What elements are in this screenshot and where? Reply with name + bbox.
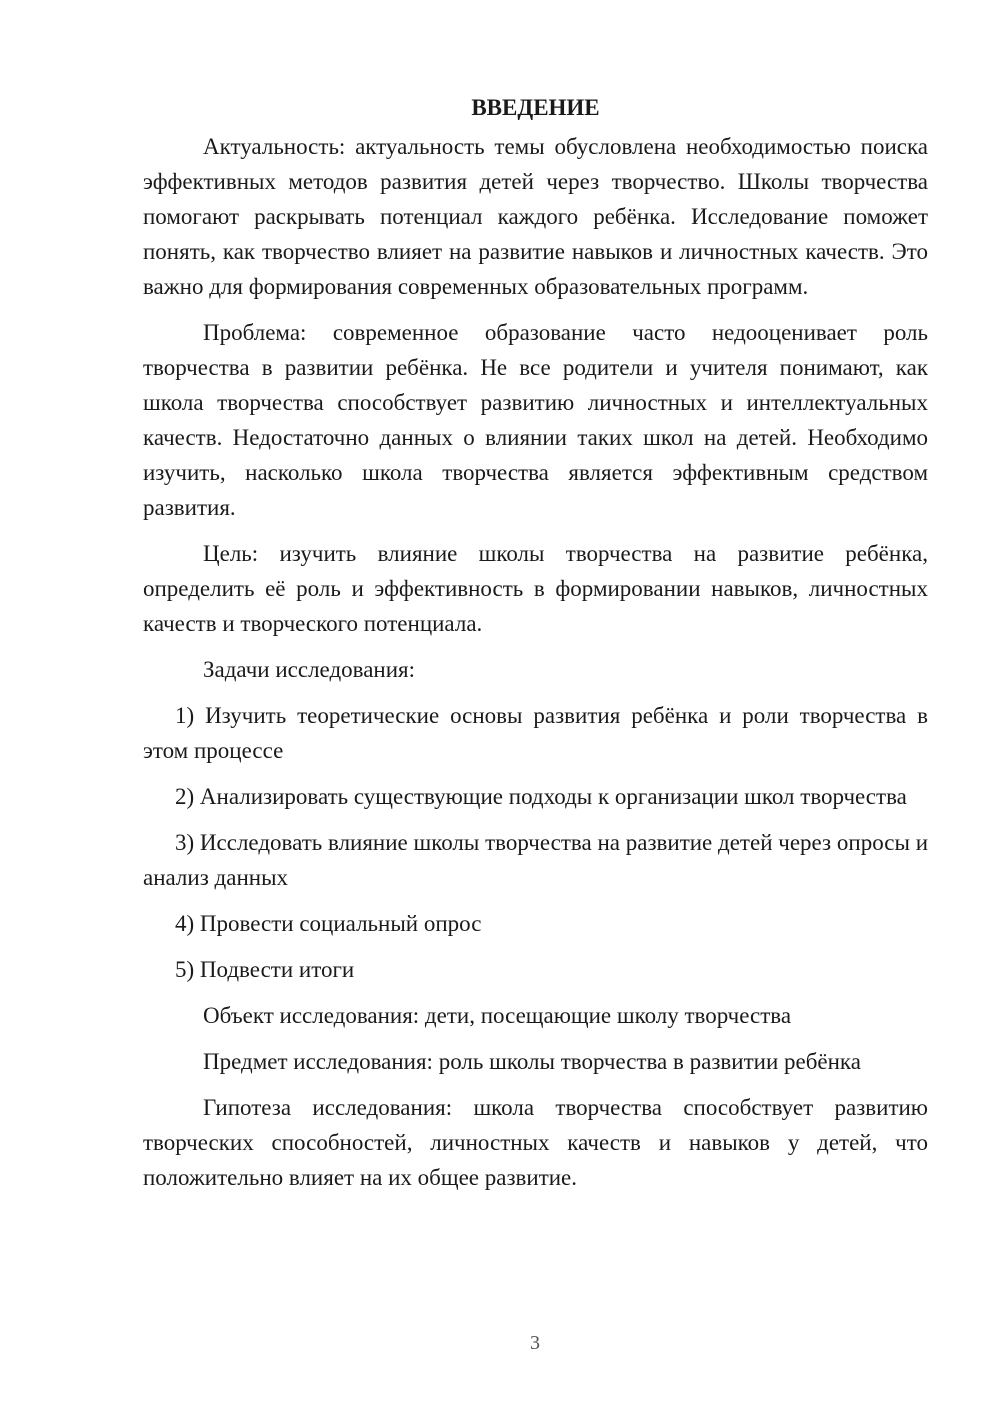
tasks-list bbox=[143, 698, 928, 987]
object-paragraph: Объект исследования: дети, посещающие школу творчества bbox=[203, 1003, 792, 1028]
problem-paragraph: Проблема: современное образование часто недооценивает роль творчества в развитии ребёнка. Не все родители и учителя понимают, как школа творчества способствует развитию личностных и интеллектуальных качеств. Недостаточно данных о влиянии таких школ на детей. Необходимо изучить, насколько школа творчества является эффективным средством развития. bbox=[143, 320, 928, 520]
document-page bbox=[143, 90, 928, 1206]
goal-paragraph: Цель: изучить влияние школы творчества на развитие ребёнка, определить её роль и эффективность в формировании навыков, личностных качеств и творческого потенциала. bbox=[143, 541, 928, 636]
list-item: 1) Изучить теоретические основы развития ребёнка и роли творчества в этом процессе bbox=[143, 703, 928, 763]
list-item: 4) Провести социальный опрос bbox=[175, 911, 482, 936]
relevance-paragraph: Актуальность: актуальность темы обусловлена необходимостью поиска эффективных методов развития детей через творчество. Школы творчества помогают раскрывать потенциал каждого ребёнка. Исследование поможет понять, как творчество влияет на развитие навыков и личностных качеств. Это важно для формирования современных образовательных программ. bbox=[143, 134, 928, 299]
list-item: 3) Исследовать влияние школы творчества на развитие детей через опросы и анализ данных bbox=[143, 830, 928, 890]
subject-paragraph: Предмет исследования: роль школы творчества в развитии ребёнка bbox=[203, 1049, 861, 1074]
page-number: 3 bbox=[530, 1332, 540, 1354]
list-item: 2) Анализировать существующие подходы к организации школ творчества bbox=[175, 784, 907, 809]
tasks-heading: Задачи исследования: bbox=[203, 657, 416, 682]
list-item: 5) Подвести итоги bbox=[175, 957, 355, 982]
page-title: ВВЕДЕНИЕ bbox=[471, 95, 600, 120]
hypothesis-paragraph: Гипотеза исследования: школа творчества способствует развитию творческих способностей, личностных качеств и навыков у детей, что положительно влияет на их общее развитие. bbox=[143, 1095, 928, 1190]
